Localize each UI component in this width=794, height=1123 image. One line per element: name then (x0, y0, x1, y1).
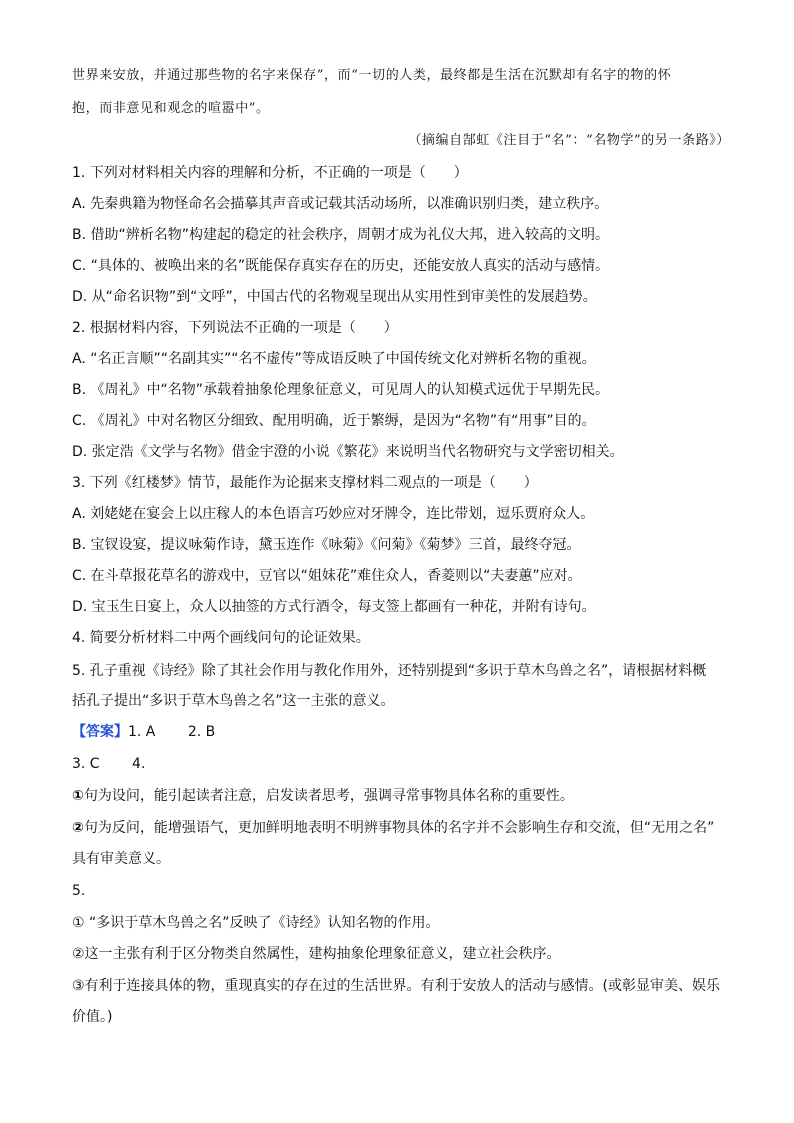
q4-answer-point-2-line-2: 具有审美意义。 (72, 851, 170, 867)
q1-option-a: A. 先秦典籍为物怪命名会描摹其声音或记载其活动场所，以准确识别归类，建立秩序。 (72, 196, 609, 212)
marker-circled-1: ① (72, 788, 84, 804)
q2-stem: 2. 根据材料内容，下列说法不正确的一项是（ ） (72, 320, 398, 336)
q3-option-c: C. 在斗草报花草名的游戏中，豆官以“姐妹花”难住众人，香菱则以“夫妻蕙”应对。 (72, 568, 582, 584)
answer-row-1 (72, 722, 215, 742)
q4-answer-point-2-line-1: ②句为反问，能增强语气，更加鲜明地表明不明辨事物具体的名字并不会影响生存和交流，但“无用之名” (72, 820, 715, 836)
marker-circled-2: ② (72, 820, 84, 836)
q5-stem-line-1: 5. 孔子重视《诗经》除了其社会作用与教化作用外，还特别提到“多识于草木鸟兽之名”，请根据材料概 (72, 663, 707, 679)
passage-source: （摘编自郜虹《注目于“名”：“名物学”的另一条路》） (408, 133, 730, 148)
q1-option-d: D. 从“命名识物”到“文呼”，中国古代的名物观呈现出从实用性到审美性的发展趋势。 (72, 289, 597, 305)
answer-1: 1. A (128, 724, 156, 740)
q1-stem: 1. 下列对材料相关内容的理解和分析，不正确的一项是（ ） (72, 165, 468, 181)
answer-row-2 (72, 754, 145, 774)
q4-answer-point-1: ①句为设问，能引起读者注意，启发读者思考，强调寻常事物具体名称的重要性。 (72, 788, 574, 804)
q3-option-a: A. 刘姥姥在宴会上以庄稼人的本色语言巧妙应对牙牌令，连比带划，逗乐贾府众人。 (72, 506, 595, 522)
q1-option-b: B. 借助“辨析名物”构建起的稳定的社会秩序，周朝才成为礼仪大邦，进入较高的文明。 (72, 227, 610, 243)
q5-answer-point-3-line-2: 价值。) (72, 1009, 113, 1025)
answer-3: 3. C (72, 756, 100, 772)
q5-answer-point-2: ②这一主张有利于区分物类自然属性，建构抽象伦理象征意义，建立社会秩序。 (72, 946, 561, 962)
q3-stem: 3. 下列《红楼梦》情节，最能作为论据来支撑材料二观点的一项是（ ） (72, 475, 538, 491)
answer-label: 【答案】 (72, 724, 128, 740)
q2-option-d: D. 张定浩《文学与名物》借金宇澄的小说《繁花》来说明当代名物研究与文学密切相关。 (72, 444, 624, 460)
q2-option-a: A. “名正言顺”“名副其实”“名不虚传”等成语反映了中国传统文化对辨析名物的重视。 (72, 351, 596, 367)
q2-option-b: B. 《周礼》中“名物”承载着抽象伦理象征意义，可见周人的认知模式远优于早期先民。 (72, 382, 610, 398)
q5-answer-point-3-line-1: ③有利于连接具体的物，重现真实的存在过的生活世界。有利于安放人的活动与感情。(或彰显审美、娱乐 (72, 978, 721, 994)
answer-4: 4. (132, 756, 146, 772)
q3-option-b: B. 宝钗设宴，提议咏菊作诗，黛玉连作《咏菊》《问菊》《菊梦》三首，最终夺冠。 (72, 537, 581, 553)
q5-stem-line-2: 括孔子提出“多识于草木鸟兽之名”这一主张的意义。 (72, 693, 395, 709)
q3-option-d: D. 宝玉生日宴上，众人以抽签的方式行酒令，每支签上都画有一种花，并附有诗句。 (72, 599, 596, 615)
q1-option-c: C. “具体的、被唤出来的名”既能保存真实存在的历史，还能安放人真实的活动与感情。 (72, 258, 610, 274)
q2-option-c: C. 《周礼》中对名物区分细致、配用明确，近于繁缛，是因为“名物”有“用事”目的。 (72, 413, 596, 429)
q4-stem: 4. 简要分析材料二中两个画线问句的论证效果。 (72, 630, 370, 646)
q5-answer-point-1: ① “多识于草木鸟兽之名”反映了《诗经》认知名物的作用。 (72, 915, 440, 931)
answer-5: 5. (72, 883, 86, 899)
answer-2: 2. B (187, 724, 216, 740)
passage-line-2: 抱，而非意见和观念的喧嚣中”。 (72, 101, 270, 116)
passage-line-1: 世界来安放，并通过那些物的名字来保存”，而“一切的人类，最终都是生活在沉默却有名字的物的怀 (72, 68, 672, 83)
